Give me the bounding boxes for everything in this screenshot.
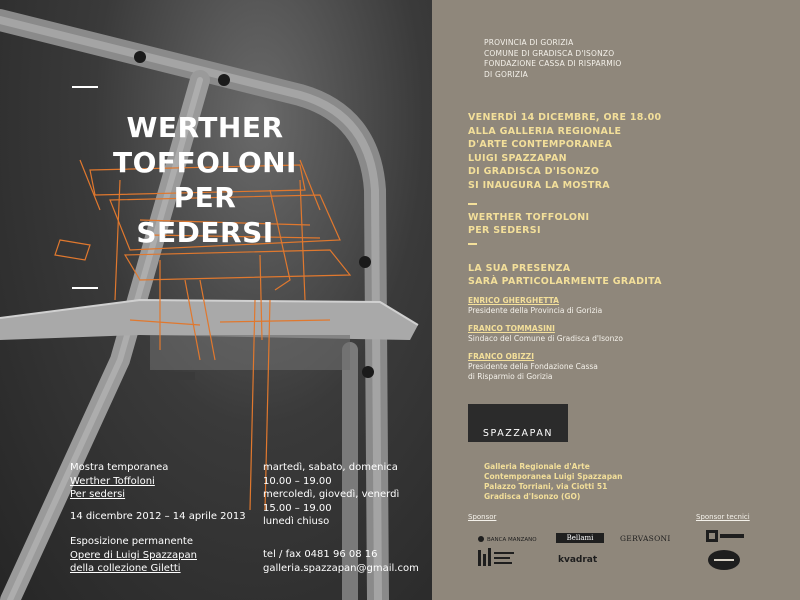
organizer-line: COMUNE DI GRADISCA D'ISONZO [484, 48, 615, 58]
exhibition-title-line: WERTHER TOFFOLONI [468, 212, 590, 223]
title-bottom-dash [72, 287, 98, 289]
mostra-label: Mostra temporanea [70, 462, 169, 473]
title-top-dash [72, 86, 98, 88]
title-line: TOFFOLONI [113, 146, 297, 179]
sponsor-tecnico-logo-1 [706, 528, 746, 544]
spazzapan-logo [468, 404, 568, 442]
organizer-line: FONDAZIONE CASSA DI RISPARMIO [484, 59, 622, 68]
invitation-line: VENERDÌ 14 DICEMBRE, ORE 18.00 [468, 112, 662, 123]
divider-dash [468, 203, 477, 205]
sponsor-bellami: Bellami [556, 533, 604, 543]
person-gherghetta [468, 296, 602, 316]
esposizione-collection: della collezione Giletti [70, 563, 181, 574]
title-line: WERTHER [126, 111, 284, 144]
mostra-block [70, 461, 246, 523]
sponsor-district-logo [478, 548, 518, 570]
esposizione-block [70, 535, 197, 576]
organizers-block [484, 38, 621, 80]
sponsor-heading: Sponsor [468, 513, 497, 521]
person-role: Presidente della Fondazione Cassa [468, 362, 598, 371]
person-name: FRANCO OBIZZI [468, 352, 535, 361]
person-role: Sindaco del Comune di Gradisca d'Isonzo [468, 334, 623, 343]
organizer-line: PROVINCIA DI GORIZIA [484, 38, 574, 47]
person-role: Presidente della Provincia di Gorizia [468, 306, 603, 315]
email-link[interactable]: galleria.spazzapan@gmail.com [263, 562, 419, 574]
divider-dash [468, 243, 477, 245]
hours-block [263, 461, 399, 529]
person-tommasini [468, 324, 623, 344]
address-line: Galleria Regionale d'Arte [484, 462, 590, 471]
invitation-line: DI GRADISCA D'ISONZO [468, 166, 600, 177]
contacts-block [263, 548, 419, 575]
phone-text: tel / fax 0481 96 08 16 [263, 549, 378, 560]
bank-icon [478, 536, 484, 542]
invitation-line: SI INAUGURA LA MOSTRA [468, 179, 610, 191]
address-line: Gradisca d'Isonzo (GO) [484, 492, 581, 501]
hours-line: 15.00 – 19.00 [263, 502, 332, 514]
presence-line: SARÀ PARTICOLARMENTE GRADITA [468, 276, 662, 287]
mostra-name: Werther Toffoloni [70, 475, 155, 487]
presence-line: LA SUA PRESENZA [468, 263, 571, 274]
hours-line: 10.00 – 19.00 [263, 475, 332, 487]
presence-text [468, 262, 662, 288]
hours-line: mercoledì, giovedì, venerdì [263, 489, 400, 500]
sponsor-kvadrat: kvadrat [558, 555, 598, 565]
person-name: ENRICO GHERGHETTA [468, 296, 559, 305]
address-line: Contemporanea Luigi Spazzapan [484, 472, 623, 481]
organizer-line: DI GORIZIA [484, 69, 528, 79]
hours-line: lunedì chiuso [263, 516, 330, 527]
title-line: SEDERSI [136, 216, 274, 249]
person-name: FRANCO TOMMASINI [468, 324, 555, 333]
person-role: di Risparmio di Gorizia [468, 372, 553, 381]
exhibition-title-line: PER SEDERSI [468, 225, 541, 236]
sponsor-banca-manzano [478, 535, 537, 543]
mostra-dates: 14 dicembre 2012 – 14 aprile 2013 [70, 510, 246, 522]
invitation-text [468, 111, 661, 192]
gallery-address [484, 462, 623, 502]
sponsor-tecnico-logo-2 [707, 549, 741, 571]
invitation-line: LUIGI SPAZZAPAN [468, 152, 567, 164]
invitation-line: ALLA GALLERIA REGIONALE [468, 125, 622, 137]
esposizione-name: Opere di Luigi Spazzapan [70, 549, 197, 561]
sponsor-gervasoni: GERVASONI [620, 534, 671, 543]
logo-text: SPAZZAPAN [482, 428, 554, 439]
esposizione-label: Esposizione permanente [70, 536, 194, 547]
address-line: Palazzo Torriani, via Ciotti 51 [484, 482, 608, 491]
sponsor-label: BANCA MANZANO [487, 537, 537, 543]
poster-title [100, 110, 310, 250]
hours-line: martedì, sabato, domenica [263, 462, 398, 473]
mostra-subtitle: Per sedersi [70, 489, 126, 500]
sponsor-tecnici-heading: Sponsor tecnici [696, 513, 750, 521]
invitation-line: D'ARTE CONTEMPORANEA [468, 139, 613, 150]
person-obizzi [468, 352, 598, 382]
exhibition-title [468, 211, 589, 237]
title-line: PER [173, 181, 237, 214]
